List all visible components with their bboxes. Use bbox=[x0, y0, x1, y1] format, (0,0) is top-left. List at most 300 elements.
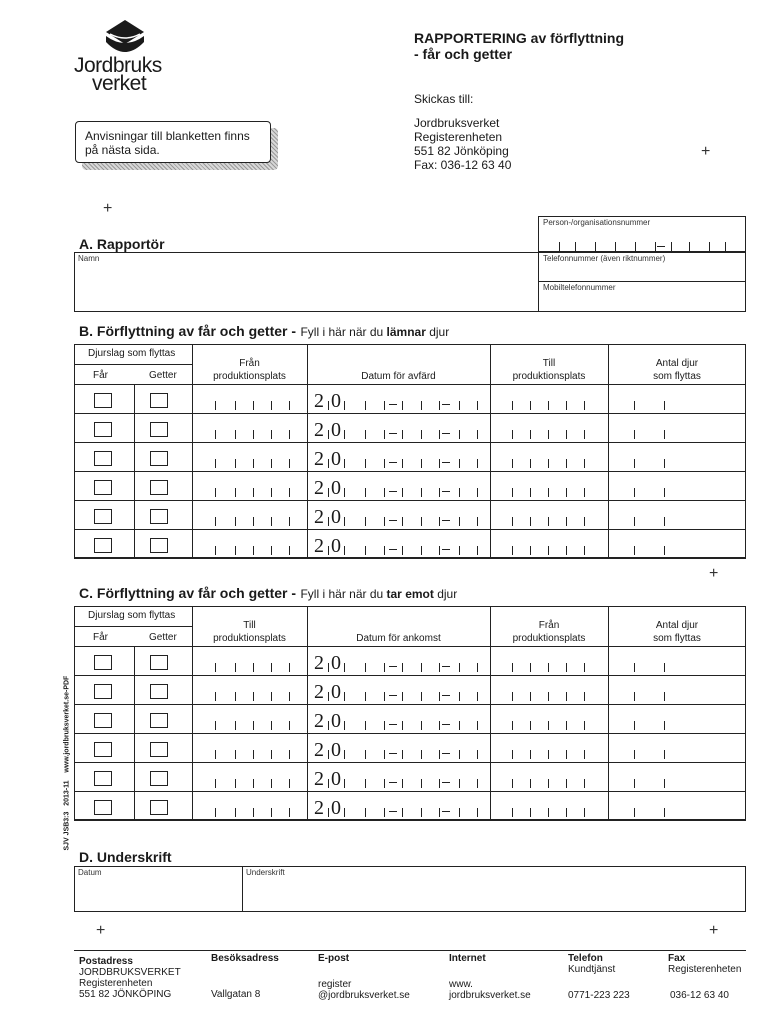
footer-phone-heading: Telefon bbox=[568, 953, 603, 964]
date-digit-tick bbox=[459, 808, 460, 817]
registration-mark: + bbox=[709, 922, 719, 939]
c-species-header: Djurslag som flyttas bbox=[88, 610, 176, 621]
digit-tick bbox=[289, 546, 290, 555]
date-digit-tick bbox=[344, 692, 345, 701]
c-table-row bbox=[74, 762, 746, 791]
section-d-title: D. Underskrift bbox=[79, 849, 172, 865]
digit-tick bbox=[271, 692, 272, 701]
date-digit-tick bbox=[402, 546, 403, 555]
c-col-place1-l1: Till bbox=[243, 620, 256, 631]
date-digit-tick bbox=[328, 430, 329, 439]
date-digit-tick bbox=[365, 779, 366, 788]
goat-checkbox[interactable] bbox=[150, 742, 168, 757]
orgnr-digit-tick bbox=[725, 242, 726, 251]
orgnr-digit-tick bbox=[575, 242, 576, 251]
date-input[interactable] bbox=[309, 704, 489, 733]
digit-tick bbox=[548, 401, 549, 410]
digit-tick bbox=[634, 808, 635, 817]
digit-tick bbox=[271, 779, 272, 788]
sheep-checkbox[interactable] bbox=[94, 800, 112, 815]
count-input[interactable] bbox=[610, 529, 744, 558]
digit-tick bbox=[215, 517, 216, 526]
date-digit-tick bbox=[439, 779, 440, 788]
registration-mark: + bbox=[96, 922, 106, 939]
digit-tick bbox=[235, 401, 236, 410]
date-digit-tick bbox=[365, 692, 366, 701]
date-separator bbox=[442, 753, 450, 754]
digit-tick bbox=[548, 663, 549, 672]
date-digit-tick bbox=[439, 750, 440, 759]
date-digit-tick bbox=[384, 808, 385, 817]
digit-tick bbox=[289, 750, 290, 759]
digit-tick bbox=[566, 750, 567, 759]
footer-phone bbox=[568, 953, 630, 1001]
count-input[interactable] bbox=[610, 762, 744, 791]
registration-mark: + bbox=[709, 565, 719, 582]
date-digit-tick bbox=[384, 779, 385, 788]
digit-tick bbox=[253, 546, 254, 555]
send-to-block bbox=[414, 92, 511, 172]
date-input[interactable] bbox=[309, 529, 489, 558]
date-digit-tick bbox=[384, 750, 385, 759]
c-table-row bbox=[74, 646, 746, 675]
section-c-subtitle-bold: tar emot bbox=[386, 587, 434, 601]
date-separator bbox=[389, 549, 397, 550]
c-species-header-divider bbox=[74, 626, 192, 627]
place1-input[interactable] bbox=[194, 646, 304, 675]
digit-tick bbox=[634, 517, 635, 526]
count-input[interactable] bbox=[610, 791, 744, 820]
digit-tick bbox=[253, 401, 254, 410]
date-separator bbox=[442, 811, 450, 812]
date-digit-tick bbox=[402, 517, 403, 526]
orgnr-label: Person-/organisationsnummer bbox=[543, 218, 651, 227]
count-input[interactable] bbox=[610, 704, 744, 733]
mobile-field[interactable] bbox=[538, 281, 746, 312]
place2-input[interactable] bbox=[492, 762, 606, 791]
digit-tick bbox=[271, 430, 272, 439]
digit-tick bbox=[584, 692, 585, 701]
orgnr-digit-tick bbox=[689, 242, 690, 251]
digit-tick bbox=[215, 546, 216, 555]
year-prefix-digit: 2 bbox=[314, 652, 324, 674]
send-to-label: Skickas till: bbox=[414, 92, 474, 106]
date-digit-tick bbox=[328, 692, 329, 701]
place1-input[interactable] bbox=[194, 704, 304, 733]
date-separator bbox=[389, 695, 397, 696]
date-digit-tick bbox=[365, 430, 366, 439]
place1-input[interactable] bbox=[194, 384, 304, 413]
date-digit-tick bbox=[344, 721, 345, 730]
date-digit-tick bbox=[459, 401, 460, 410]
count-input[interactable] bbox=[610, 471, 744, 500]
count-input[interactable] bbox=[610, 733, 744, 762]
digit-tick bbox=[664, 808, 665, 817]
date-digit-tick bbox=[344, 779, 345, 788]
place1-input[interactable] bbox=[194, 442, 304, 471]
goat-checkbox[interactable] bbox=[150, 422, 168, 437]
registration-mark: + bbox=[103, 200, 113, 217]
date-digit-tick bbox=[344, 459, 345, 468]
date-digit-tick bbox=[477, 750, 478, 759]
date-digit-tick bbox=[477, 663, 478, 672]
year-prefix-digit: 2 bbox=[314, 768, 324, 790]
goat-checkbox[interactable] bbox=[150, 713, 168, 728]
date-input[interactable] bbox=[309, 791, 489, 820]
digit-tick bbox=[512, 663, 513, 672]
date-input[interactable] bbox=[309, 646, 489, 675]
place2-input[interactable] bbox=[492, 675, 606, 704]
date-digit-tick bbox=[328, 779, 329, 788]
section-c-subtitle-post: djur bbox=[433, 587, 458, 601]
footer-phone-line: 0771-223 223 bbox=[568, 990, 630, 1001]
name-field[interactable] bbox=[74, 252, 539, 312]
digit-tick bbox=[548, 517, 549, 526]
digit-tick bbox=[512, 779, 513, 788]
date-input[interactable] bbox=[309, 762, 489, 791]
count-input[interactable] bbox=[610, 646, 744, 675]
date-input[interactable] bbox=[309, 413, 489, 442]
sheep-checkbox[interactable] bbox=[94, 684, 112, 699]
place2-input[interactable] bbox=[492, 791, 606, 820]
digit-tick bbox=[271, 459, 272, 468]
section-c-subtitle-pre: Fyll i här när du bbox=[300, 587, 387, 601]
date-separator bbox=[442, 462, 450, 463]
digit-tick bbox=[664, 750, 665, 759]
date-digit-tick bbox=[328, 721, 329, 730]
footer-web-line: www. bbox=[449, 979, 473, 990]
date-input[interactable] bbox=[309, 733, 489, 762]
date-digit-tick bbox=[439, 459, 440, 468]
digit-tick bbox=[664, 488, 665, 497]
place2-input[interactable] bbox=[492, 413, 606, 442]
place2-input[interactable] bbox=[492, 733, 606, 762]
footer-postal-heading: Postadress bbox=[79, 956, 133, 967]
date-digit-tick bbox=[365, 401, 366, 410]
footer-email bbox=[318, 953, 410, 1001]
date-input[interactable] bbox=[309, 500, 489, 529]
footer-postal-line: Registerenheten bbox=[79, 978, 153, 989]
footer-phone-line: Kundtjänst bbox=[568, 964, 616, 975]
place2-input[interactable] bbox=[492, 704, 606, 733]
digit-tick bbox=[512, 401, 513, 410]
date-separator bbox=[389, 753, 397, 754]
date-digit-tick bbox=[421, 546, 422, 555]
year-prefix-digit: 2 bbox=[314, 797, 324, 819]
date-digit-tick bbox=[439, 430, 440, 439]
form-title-line2: - får och getter bbox=[414, 46, 513, 62]
digit-tick bbox=[235, 430, 236, 439]
sheep-checkbox[interactable] bbox=[94, 538, 112, 553]
place1-input[interactable] bbox=[194, 675, 304, 704]
digit-tick bbox=[664, 401, 665, 410]
goat-checkbox[interactable] bbox=[150, 480, 168, 495]
digit-tick bbox=[634, 663, 635, 672]
c-table-row bbox=[74, 733, 746, 762]
date-digit-tick bbox=[477, 779, 478, 788]
section-b-heading bbox=[79, 323, 449, 341]
date-digit-tick bbox=[344, 808, 345, 817]
goat-checkbox[interactable] bbox=[150, 771, 168, 786]
year-prefix-digit: 2 bbox=[314, 681, 324, 703]
year-prefix-digit: 2 bbox=[314, 477, 324, 499]
digit-tick bbox=[253, 692, 254, 701]
section-b-title: B. Förflyttning av får och getter - bbox=[79, 323, 297, 339]
date-digit-tick bbox=[344, 517, 345, 526]
c-col-sheep: Får bbox=[93, 632, 108, 643]
digit-tick bbox=[530, 488, 531, 497]
date-digit-tick bbox=[402, 692, 403, 701]
date-separator bbox=[442, 782, 450, 783]
digit-tick bbox=[664, 692, 665, 701]
date-separator bbox=[389, 724, 397, 725]
digit-tick bbox=[664, 517, 665, 526]
digit-tick bbox=[253, 779, 254, 788]
goat-checkbox[interactable] bbox=[150, 509, 168, 524]
place2-input[interactable] bbox=[492, 384, 606, 413]
place1-input[interactable] bbox=[194, 791, 304, 820]
footer-email-line: register bbox=[318, 979, 352, 990]
b-table-row bbox=[74, 471, 746, 500]
digit-tick bbox=[530, 546, 531, 555]
date-separator bbox=[442, 520, 450, 521]
b-col-count-l1: Antal djur bbox=[655, 358, 699, 369]
date-digit-tick bbox=[459, 779, 460, 788]
place2-input[interactable] bbox=[492, 646, 606, 675]
date-digit-tick bbox=[439, 488, 440, 497]
date-digit-tick bbox=[328, 808, 329, 817]
digit-tick bbox=[215, 459, 216, 468]
sheep-checkbox[interactable] bbox=[94, 742, 112, 757]
digit-tick bbox=[664, 430, 665, 439]
date-digit-tick bbox=[344, 430, 345, 439]
digit-tick bbox=[215, 401, 216, 410]
digit-tick bbox=[253, 721, 254, 730]
place1-input[interactable] bbox=[194, 762, 304, 791]
sheep-checkbox[interactable] bbox=[94, 713, 112, 728]
sheep-checkbox[interactable] bbox=[94, 393, 112, 408]
date-digit-tick bbox=[402, 663, 403, 672]
footer-visit bbox=[211, 953, 279, 1000]
sheep-checkbox[interactable] bbox=[94, 480, 112, 495]
date-digit-tick bbox=[384, 517, 385, 526]
b-col-count-l2: som flyttas bbox=[653, 371, 701, 382]
digit-tick bbox=[271, 721, 272, 730]
digit-tick bbox=[584, 779, 585, 788]
date-digit-tick bbox=[459, 488, 460, 497]
digit-tick bbox=[548, 692, 549, 701]
date-digit-tick bbox=[328, 517, 329, 526]
digit-tick bbox=[512, 546, 513, 555]
send-to-line: 551 82 Jönköping bbox=[414, 144, 509, 158]
date-digit-tick bbox=[344, 488, 345, 497]
b-species-header: Djurslag som flyttas bbox=[88, 348, 176, 359]
digit-tick bbox=[634, 488, 635, 497]
digit-tick bbox=[530, 517, 531, 526]
place2-input[interactable] bbox=[492, 442, 606, 471]
date-digit-tick bbox=[459, 692, 460, 701]
count-input[interactable] bbox=[610, 675, 744, 704]
digit-tick bbox=[634, 779, 635, 788]
c-table-row bbox=[74, 704, 746, 733]
digit-tick bbox=[566, 546, 567, 555]
date-digit-tick bbox=[459, 430, 460, 439]
digit-tick bbox=[664, 779, 665, 788]
date-separator bbox=[389, 811, 397, 812]
digit-tick bbox=[215, 430, 216, 439]
date-input[interactable] bbox=[309, 471, 489, 500]
digit-tick bbox=[584, 401, 585, 410]
sheep-checkbox[interactable] bbox=[94, 451, 112, 466]
digit-tick bbox=[530, 401, 531, 410]
orgnr-digit-tick bbox=[709, 242, 710, 251]
place1-input[interactable] bbox=[194, 529, 304, 558]
date-digit-tick bbox=[365, 750, 366, 759]
year-prefix-digit: 2 bbox=[314, 390, 324, 412]
send-to-line: Jordbruksverket bbox=[414, 116, 500, 130]
digit-tick bbox=[235, 779, 236, 788]
digit-tick bbox=[566, 808, 567, 817]
b-col-sheep: Får bbox=[93, 370, 108, 381]
goat-checkbox[interactable] bbox=[150, 538, 168, 553]
digit-tick bbox=[512, 430, 513, 439]
place1-input[interactable] bbox=[194, 733, 304, 762]
place2-input[interactable] bbox=[492, 500, 606, 529]
goat-checkbox[interactable] bbox=[150, 451, 168, 466]
date-input[interactable] bbox=[309, 442, 489, 471]
digit-tick bbox=[215, 488, 216, 497]
date-digit-tick bbox=[421, 401, 422, 410]
b-table-row bbox=[74, 500, 746, 529]
footer-visit-heading: Besöksadress bbox=[211, 953, 279, 964]
digit-tick bbox=[548, 750, 549, 759]
c-col-count-l2: som flyttas bbox=[653, 633, 701, 644]
date-digit-tick bbox=[439, 663, 440, 672]
goat-checkbox[interactable] bbox=[150, 655, 168, 670]
digit-tick bbox=[566, 430, 567, 439]
date-digit-tick bbox=[328, 663, 329, 672]
footer-web bbox=[449, 953, 531, 1001]
date-digit-tick bbox=[477, 808, 478, 817]
count-input[interactable] bbox=[610, 500, 744, 529]
place2-input[interactable] bbox=[492, 529, 606, 558]
year-prefix-digit: 2 bbox=[314, 739, 324, 761]
date-input[interactable] bbox=[309, 675, 489, 704]
digit-tick bbox=[512, 488, 513, 497]
date-digit-tick bbox=[402, 750, 403, 759]
date-digit-tick bbox=[402, 430, 403, 439]
digit-tick bbox=[530, 808, 531, 817]
digit-tick bbox=[566, 692, 567, 701]
c-col-goat: Getter bbox=[149, 632, 177, 643]
footer-fax bbox=[668, 953, 741, 1001]
place1-input[interactable] bbox=[194, 500, 304, 529]
digit-tick bbox=[634, 692, 635, 701]
footer-postal-line: JORDBRUKSVERKET bbox=[79, 967, 181, 978]
digit-tick bbox=[548, 488, 549, 497]
orgnr-field[interactable] bbox=[538, 216, 746, 252]
jordbruksverket-logo bbox=[74, 20, 174, 95]
phone-field[interactable] bbox=[538, 252, 746, 282]
count-input[interactable] bbox=[610, 442, 744, 471]
c-col-place2-l2: produktionsplats bbox=[512, 633, 586, 644]
place1-input[interactable] bbox=[194, 413, 304, 442]
digit-tick bbox=[235, 692, 236, 701]
place1-input[interactable] bbox=[194, 471, 304, 500]
digit-tick bbox=[215, 779, 216, 788]
date-digit-tick bbox=[365, 808, 366, 817]
logo-text-line2: verket bbox=[92, 72, 147, 95]
digit-tick bbox=[530, 721, 531, 730]
digit-tick bbox=[253, 488, 254, 497]
goat-checkbox[interactable] bbox=[150, 684, 168, 699]
year-prefix-digit: 0 bbox=[331, 535, 341, 557]
date-digit-tick bbox=[365, 488, 366, 497]
digit-tick bbox=[584, 808, 585, 817]
footer-fax-heading: Fax bbox=[668, 953, 686, 964]
signature-label: Underskrift bbox=[246, 868, 285, 877]
date-digit-tick bbox=[421, 808, 422, 817]
count-input[interactable] bbox=[610, 413, 744, 442]
date-digit-tick bbox=[477, 459, 478, 468]
date-separator bbox=[389, 666, 397, 667]
date-digit-tick bbox=[344, 401, 345, 410]
date-digit-tick bbox=[328, 546, 329, 555]
digit-tick bbox=[235, 546, 236, 555]
goat-checkbox[interactable] bbox=[150, 800, 168, 815]
year-prefix-digit: 0 bbox=[331, 768, 341, 790]
digit-tick bbox=[512, 692, 513, 701]
year-prefix-digit: 0 bbox=[331, 390, 341, 412]
c-col-place2-l1: Från bbox=[538, 620, 560, 631]
footer-fax-line: 036-12 63 40 bbox=[670, 990, 729, 1001]
sheep-checkbox[interactable] bbox=[94, 422, 112, 437]
sheep-checkbox[interactable] bbox=[94, 655, 112, 670]
date-input[interactable] bbox=[309, 384, 489, 413]
digit-tick bbox=[253, 430, 254, 439]
date-digit-tick bbox=[344, 663, 345, 672]
goat-checkbox[interactable] bbox=[150, 393, 168, 408]
notice-line1: Anvisningar till blanketten finns bbox=[85, 129, 250, 143]
date-digit-tick bbox=[384, 459, 385, 468]
digit-tick bbox=[289, 401, 290, 410]
date-digit-tick bbox=[421, 517, 422, 526]
sheep-checkbox[interactable] bbox=[94, 771, 112, 786]
digit-tick bbox=[566, 459, 567, 468]
digit-tick bbox=[548, 459, 549, 468]
digit-tick bbox=[566, 721, 567, 730]
digit-tick bbox=[566, 517, 567, 526]
b-col-place1-l1: Från bbox=[239, 358, 260, 369]
digit-tick bbox=[289, 459, 290, 468]
digit-tick bbox=[271, 488, 272, 497]
count-input[interactable] bbox=[610, 384, 744, 413]
b-table-row bbox=[74, 384, 746, 413]
date-separator bbox=[389, 404, 397, 405]
year-prefix-digit: 2 bbox=[314, 506, 324, 528]
digit-tick bbox=[253, 517, 254, 526]
signature-field[interactable] bbox=[242, 866, 746, 912]
place2-input[interactable] bbox=[492, 471, 606, 500]
digit-tick bbox=[512, 721, 513, 730]
signature-date-field[interactable] bbox=[74, 866, 243, 912]
digit-tick bbox=[664, 663, 665, 672]
sheep-checkbox[interactable] bbox=[94, 509, 112, 524]
footer-postal-line: 551 82 JÖNKÖPING bbox=[79, 989, 172, 1000]
b-col-place2-l1: Till bbox=[542, 358, 556, 369]
date-digit-tick bbox=[421, 721, 422, 730]
date-digit-tick bbox=[384, 546, 385, 555]
